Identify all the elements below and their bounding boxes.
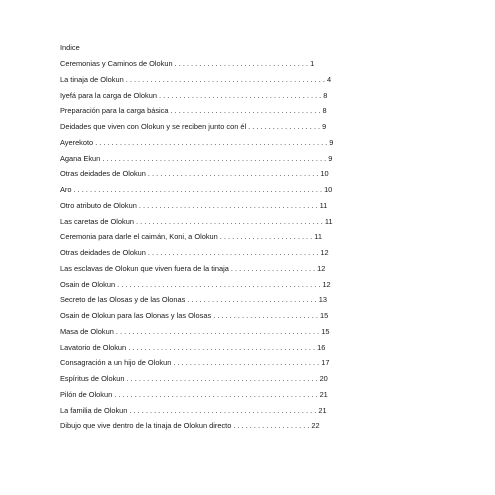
toc-entry: Lavatorio de Olokun . . . . . . . . . . . . . . . . . . . . . . . . . . . . . . . . . . . . . . . . . . . . . . 16 [60,342,326,352]
toc-entry: La tinaja de Olokun . . . . . . . . . . . . . . . . . . . . . . . . . . . . . . . . . . . . . . . . . . . . . . . . . 4 [60,74,332,84]
toc-entry: Otras deidades de Olokun . . . . . . . . . . . . . . . . . . . . . . . . . . . . . . . . . . . . . . . . . . 12 [60,248,329,257]
toc-entry: Iyefá para la carga de Olokun . . . . . . . . . . . . . . . . . . . . . . . . . . . . . . . . . . . . . . . . 8 [60,90,328,100]
toc-entry: Dibujo que vive dentro de la tinaja de Olokun directo . . . . . . . . . . . . . . . . . . . 22 [60,421,320,431]
toc-entry: Agana Ekun . . . . . . . . . . . . . . . . . . . . . . . . . . . . . . . . . . . . . . . . . . . . . . . . . . . . . . . 9 [60,153,333,163]
toc-entry: Las esclavas de Olokun que viven fuera de la tinaja . . . . . . . . . . . . . . . . . . . . . 12 [60,263,326,273]
toc-entry: Secreto de las Olosas y de las Olonas . . . . . . . . . . . . . . . . . . . . . . . . . . . . . . . . 13 [60,295,327,305]
toc-entry: Aro . . . . . . . . . . . . . . . . . . . . . . . . . . . . . . . . . . . . . . . . . . . . . . . . . . . . . . . . . . . . . 10 [60,185,333,194]
toc-entry: Ayerekoto . . . . . . . . . . . . . . . . . . . . . . . . . . . . . . . . . . . . . . . . . . . . . . . . . . . . . . . . . 9 [60,137,334,147]
toc-entry: Deidades que viven con Olokun y se reciben junto con él . . . . . . . . . . . . . . . . . . 9 [60,122,327,131]
toc-entry: La familia de Olokun . . . . . . . . . . . . . . . . . . . . . . . . . . . . . . . . . . . . . . . . . . . . . . 21 [60,405,327,415]
toc-entry: Las caretas de Olokun . . . . . . . . . . . . . . . . . . . . . . . . . . . . . . . . . . . . . . . . . . . . . . 11 [60,216,333,226]
toc-entry: Ceremonias y Caminos de Olokun . . . . . . . . . . . . . . . . . . . . . . . . . . . . . . . . . 1 [60,59,315,68]
toc-entry: Pilón de Olokun . . . . . . . . . . . . . . . . . . . . . . . . . . . . . . . . . . . . . . . . . . . . . . . . . . 21 [60,389,328,399]
toc-entry: Osain de Olokun para las Olonas y las Olosas . . . . . . . . . . . . . . . . . . . . . . . . . . 15 [60,311,329,320]
toc-entry: Espíritus de Olokun . . . . . . . . . . . . . . . . . . . . . . . . . . . . . . . . . . . . . . . . . . . . . . . 20 [60,374,328,383]
toc-entry: Masa de Olokun . . . . . . . . . . . . . . . . . . . . . . . . . . . . . . . . . . . . . . . . . . . . . . . . . . 15 [60,326,330,336]
toc-entry: Otras deidades de Olokun . . . . . . . . . . . . . . . . . . . . . . . . . . . . . . . . . . . . . . . . . . 10 [60,169,329,179]
toc-entry: Consagración a un hijo de Olokun . . . . . . . . . . . . . . . . . . . . . . . . . . . . . . . . . . . . 17 [60,358,330,368]
table-of-contents [60,59,333,437]
toc-entry: Ceremonia para darle el caimán, Koni, a Olokun . . . . . . . . . . . . . . . . . . . . . . . 11 [60,232,322,242]
index-heading: Indice [60,43,80,52]
toc-entry: Otro atributo de Olokun . . . . . . . . . . . . . . . . . . . . . . . . . . . . . . . . . . . . . . . . . . . . 11 [60,200,328,210]
toc-entry: Preparación para la carga básica . . . . . . . . . . . . . . . . . . . . . . . . . . . . . . . . . . . . . 8 [60,106,327,116]
toc-entry: Osain de Olokun . . . . . . . . . . . . . . . . . . . . . . . . . . . . . . . . . . . . . . . . . . . . . . . . . . 12 [60,279,331,289]
